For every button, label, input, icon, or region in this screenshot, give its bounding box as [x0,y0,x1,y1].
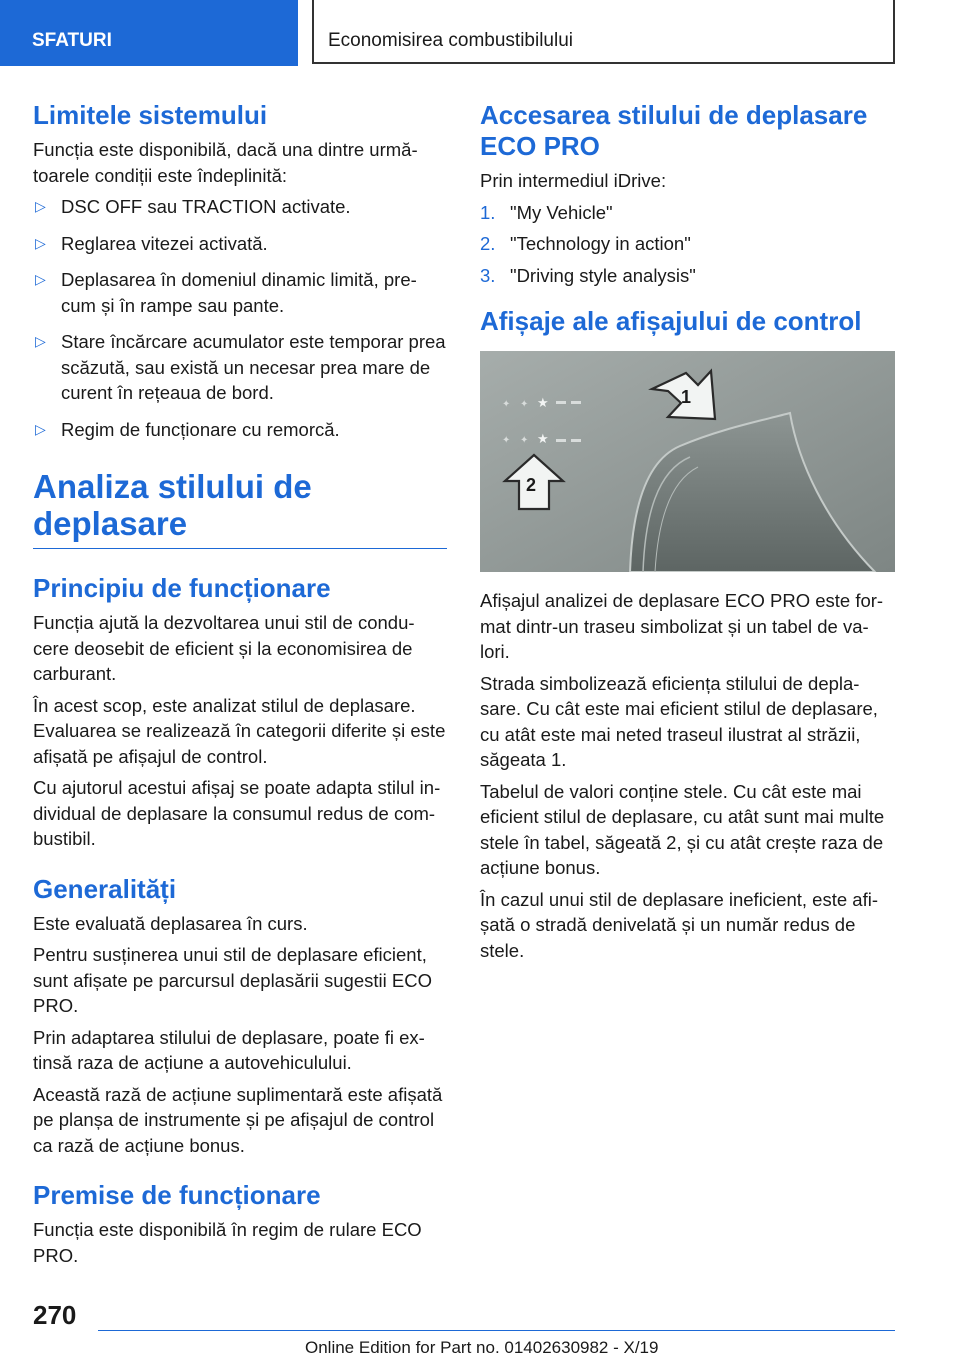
general-heading: Generalități [33,873,177,904]
triangle-bullet-icon: ▷ [35,333,46,349]
display-p1: Afișajul analizei de deplasare ECO PRO este for‐mat dintr-un traseu simbolizat și un tabel de va‐lori. [480,590,884,662]
left-column [33,100,447,1274]
list-item: 3. "Driving style analysis" [480,264,696,286]
access-heading: Accesarea stilului de deplasare ECO PRO [480,100,868,161]
list-item: 2. "Technology in action" [480,233,691,254]
list-item: 1. "My Vehicle" [480,201,613,223]
page-header [0,0,960,66]
list-item: ▷ DSC OFF sau TRACTION activate. [33,194,447,220]
road-illustration [480,351,895,572]
limits-list [33,194,447,442]
eco-pro-display-figure [480,351,895,572]
principle-p1: Funcția ajută la dezvoltarea unui stil de condu‐cere deosebit de eficient și la economisirea de carburant. [33,612,415,684]
steps-list [480,200,896,289]
general-p2: Pentru susținerea unui stil de deplasare eficient, sunt afișate pe parcursul deplasării sugestii ECO PRO. [33,944,432,1016]
footer-divider [98,1330,895,1331]
principle-p2: În acest scop, este analizat stilul de deplasare. Evaluarea se realizează în categorii diferite și este afișată pe afișajul de control. [33,694,446,767]
page-number: 270 [33,1300,77,1330]
section-tab: SFATURI [0,0,298,66]
triangle-bullet-icon: ▷ [35,234,46,251]
list-item: ▷ Stare încărcare acumulator este temporar prea scăzută, sau există un necesar prea mare de curent în rețeaua de bord. [35,331,446,403]
principle-heading: Principiu de funcționare [33,573,331,603]
display-heading: Afișaje ale afișajului de control [480,306,862,336]
limits-heading: Limitele sistemului [33,100,268,130]
svg-text:★: ★ [537,431,549,446]
display-p3: Tabelul de valori conține stele. Cu cât este mai eficient stilul de deplasare, cu atât sunt mai multe stele în tabel, săgeată 2, și cu atât crește raza de acțiune bonus. [480,780,885,878]
svg-text:✦: ✦ [520,435,529,446]
svg-text:★: ★ [537,395,549,410]
right-column [480,100,896,969]
list-item: ▷ Deplasarea în domeniul dinamic limită, pre‐cum și în rampe sau pante. [35,269,417,316]
edition-text: Online Edition for Part no. 01402630982 - X/19 [305,1338,659,1357]
triangle-bullet-icon: ▷ [35,420,46,437]
access-intro: Prin intermediul iDrive: [480,170,667,191]
svg-text:✦: ✦ [520,399,529,410]
general-p3: Prin adaptarea stilului de deplasare, poate fi ex‐tinsă raza de acțiune a autovehiculului. [33,1026,425,1073]
list-item: ▷ Reglarea vitezei activată. [33,231,447,257]
premise-heading: Premise de funcționare [33,1180,321,1210]
analysis-heading: Analiza stilului de deplasare [33,468,312,542]
general-p4: Această rază de acțiune suplimentară este afișată pe planșa de instrumente și pe afișajul de control ca rază de acțiune bonus. [33,1083,443,1156]
chapter-title: Economisirea combustibilului [312,0,895,64]
callout-label-2: 2 [526,475,537,495]
analysis-heading-block [33,468,447,549]
general-p1: Este evaluată deplasarea în curs. [33,912,308,934]
svg-text:✦: ✦ [502,435,511,446]
list-item: ▷ Regim de funcționare cu remorcă. [33,417,447,443]
triangle-bullet-icon: ▷ [35,271,46,287]
callout-label-1: 1 [681,387,692,407]
display-p2: Strada simbolizează eficiența stilului de depla‐sare. Cu cât este mai eficient stilul de deplasare, cu atât este mai neted traseul ilustrat al străzii, săgeata 1. [480,672,878,770]
limits-intro: Funcția este disponibilă, dacă una dintre urmă‐toarele condiții este îndeplinită: [33,139,418,186]
principle-p3: Cu ajutorul acestui afișaj se poate adapta stilul in‐dividual de deplasare la consumul redus de com‐bustibil. [33,777,441,849]
display-p4: În cazul unui stil de deplasare ineficient, este afi‐șată o stradă denivelată și un număr redus de stele. [480,888,878,961]
triangle-bullet-icon: ▷ [35,198,46,214]
svg-text:✦: ✦ [502,399,511,410]
premise-p1: Funcția este disponibilă în regim de rulare ECO PRO. [33,1219,422,1266]
